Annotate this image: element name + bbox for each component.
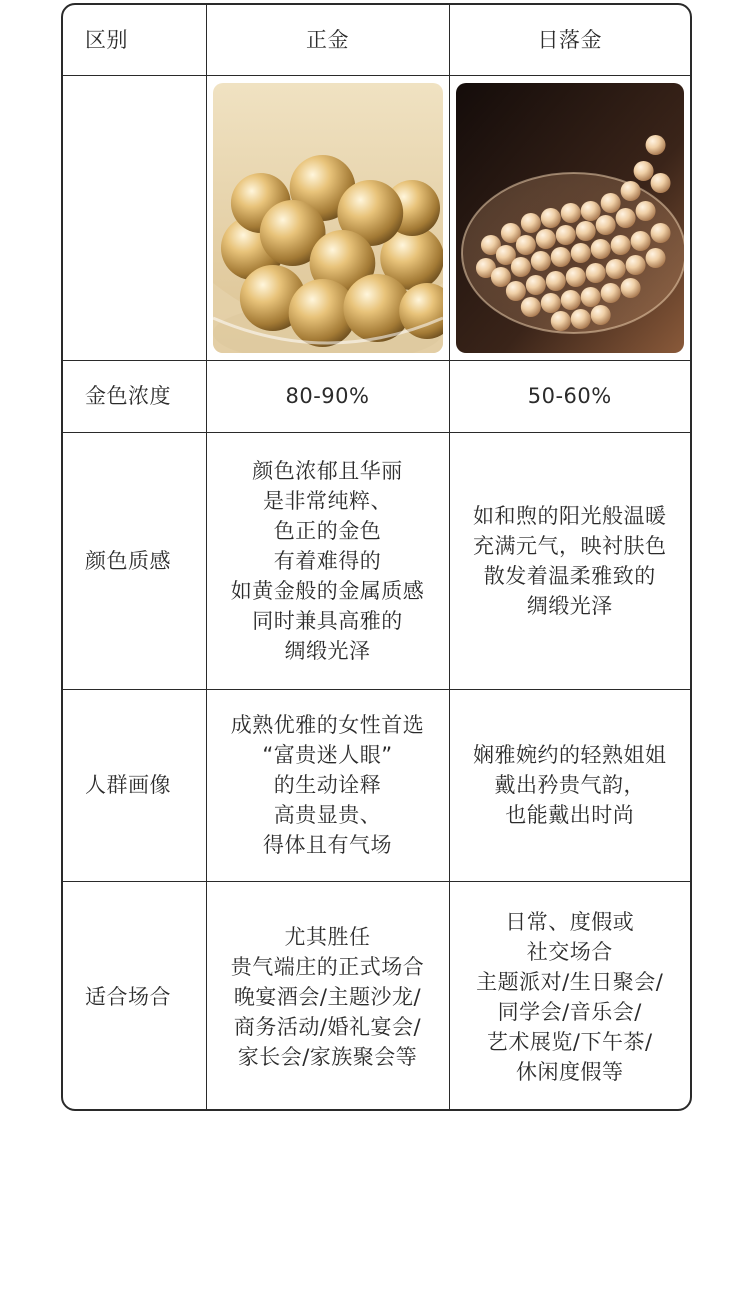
persona-a-line: 得体且有气场 bbox=[263, 833, 392, 857]
occasion-b-line: 社交场合 bbox=[526, 940, 613, 965]
texture-a-line: 是非常纯粹、 bbox=[263, 488, 392, 513]
texture-row bbox=[63, 432, 690, 689]
texture-b-line: 充满元气，映衬肤色 bbox=[473, 533, 667, 558]
occasion-label: 适合场合 bbox=[63, 881, 206, 1111]
sunset-gold-pearls-in-glass-photo bbox=[456, 83, 685, 353]
concentration-row bbox=[63, 360, 690, 432]
header-col-a: 正金 bbox=[206, 5, 449, 75]
persona-a-line: “富贵迷人眼” bbox=[262, 743, 393, 767]
occasion-b bbox=[449, 881, 690, 1111]
texture-b bbox=[449, 432, 690, 689]
occasion-a-line: 贵气端庄的正式场合 bbox=[230, 955, 425, 980]
header-col-b: 日落金 bbox=[449, 5, 690, 75]
persona-b-line: 娴雅婉约的轻熟姐姐 bbox=[473, 743, 667, 767]
occasion-a-line: 尤其胜任 bbox=[284, 925, 371, 950]
occasion-b-line: 主题派对/生日聚会/ bbox=[476, 970, 664, 995]
header-label: 区别 bbox=[63, 5, 206, 75]
table-header-row bbox=[63, 5, 690, 75]
texture-a-line: 色正的金色 bbox=[273, 518, 382, 543]
occasion-a-line: 商务活动/婚礼宴会/ bbox=[233, 1015, 422, 1040]
texture-a bbox=[206, 432, 449, 689]
texture-b-line: 绸缎光泽 bbox=[526, 593, 613, 618]
occasion-a-line: 晚宴酒会/主题沙龙/ bbox=[233, 985, 422, 1010]
persona-a bbox=[206, 689, 449, 881]
concentration-b: 50-60% bbox=[449, 360, 690, 432]
comparison-table bbox=[61, 3, 692, 1111]
gold-pearls-in-glass-photo bbox=[213, 83, 443, 353]
persona-label: 人群画像 bbox=[63, 689, 206, 881]
persona-b bbox=[449, 689, 690, 881]
texture-a-line: 如黄金般的金属质感 bbox=[230, 578, 425, 603]
image-cell-a bbox=[206, 75, 449, 360]
occasion-a-line: 家长会/家族聚会等 bbox=[237, 1045, 418, 1070]
occasion-b-line: 同学会/音乐会/ bbox=[497, 1000, 642, 1025]
occasion-a bbox=[206, 881, 449, 1111]
persona-b-line: 戴出矜贵气韵， bbox=[494, 773, 645, 797]
occasion-row bbox=[63, 881, 690, 1111]
concentration-label: 金色浓度 bbox=[63, 360, 206, 432]
occasion-b-line: 日常、度假或 bbox=[505, 910, 635, 935]
texture-b-line: 散发着温柔雅致的 bbox=[483, 563, 656, 588]
persona-a-line: 的生动诠释 bbox=[273, 773, 382, 797]
texture-a-line: 同时兼具高雅的 bbox=[252, 608, 403, 633]
texture-b-line: 如和煦的阳光般温暖 bbox=[473, 503, 667, 528]
persona-b-line: 也能戴出时尚 bbox=[505, 803, 635, 827]
persona-a-line: 成熟优雅的女性首选 bbox=[230, 713, 425, 737]
texture-label: 颜色质感 bbox=[63, 432, 206, 689]
image-cell-b bbox=[449, 75, 690, 360]
image-row-label bbox=[63, 75, 206, 360]
image-row bbox=[63, 75, 690, 360]
occasion-b-line: 艺术展览/下午茶/ bbox=[486, 1030, 653, 1055]
persona-row bbox=[63, 689, 690, 881]
concentration-a: 80-90% bbox=[206, 360, 449, 432]
texture-a-line: 有着难得的 bbox=[273, 548, 382, 573]
persona-a-line: 高贵显贵、 bbox=[273, 803, 382, 827]
texture-a-line: 颜色浓郁且华丽 bbox=[252, 458, 403, 483]
texture-a-line: 绸缎光泽 bbox=[284, 638, 371, 663]
occasion-b-line: 休闲度假等 bbox=[516, 1060, 624, 1085]
